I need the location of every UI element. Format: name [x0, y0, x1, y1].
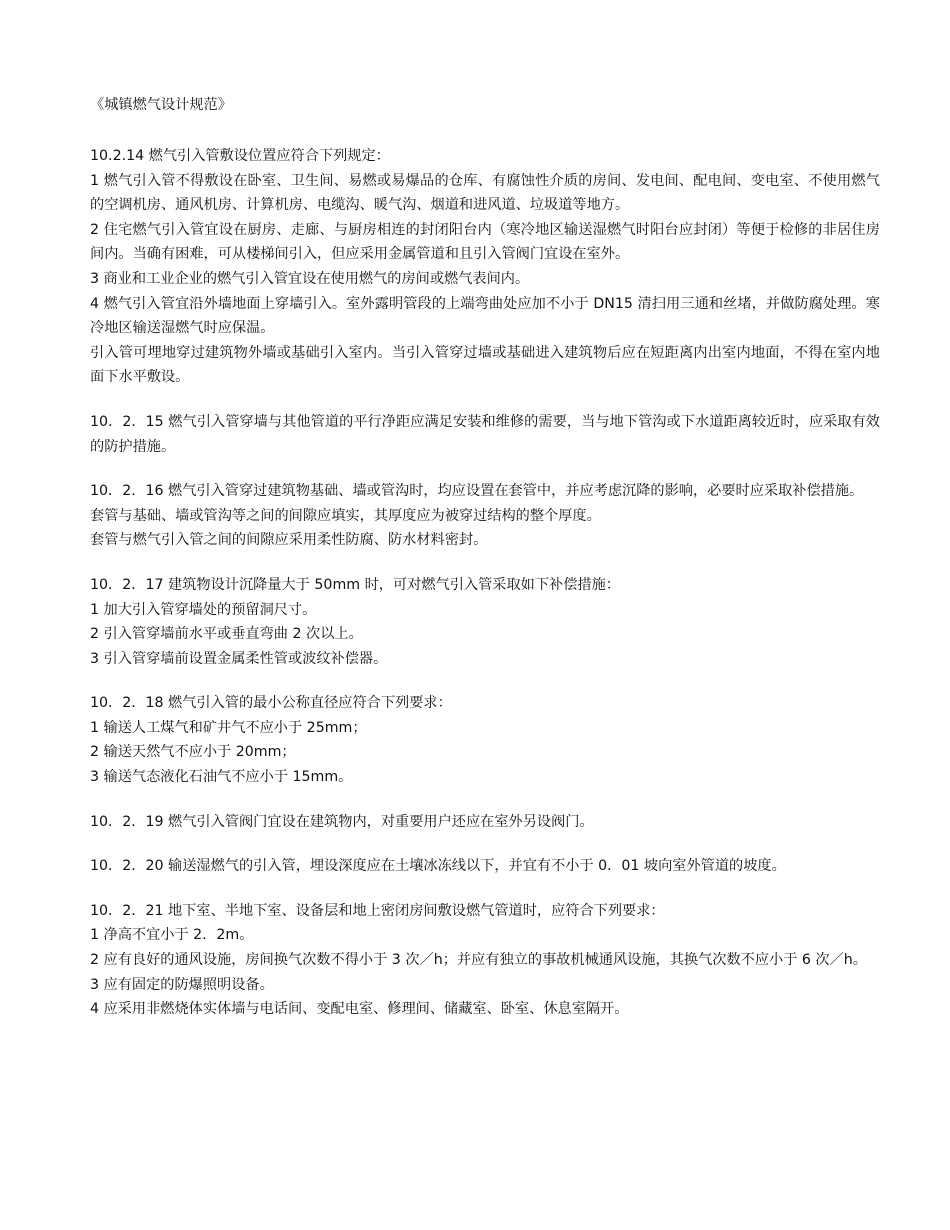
clause-item: 套管与基础、墙或管沟等之间的间隙应填实，其厚度应为被穿过结构的整个厚度。 — [90, 507, 601, 524]
clause-heading: 10．2．16 燃气引入管穿过建筑物基础、墙或管沟时，均应设置在套管中，并应考虑沉降的影响，必要时应采取补偿措施。 — [90, 483, 864, 500]
clause-item: 3 应有固定的防爆照明设备。 — [90, 976, 274, 993]
clause-item: 2 输送天然气不应小于 20mm； — [90, 744, 296, 761]
clause-section — [90, 573, 880, 671]
clause-section — [90, 810, 880, 835]
clause-item: 2 引入管穿墙前水平或垂直弯曲 2 次以上。 — [90, 626, 363, 643]
clause-item: 4 燃气引入管宜沿外墙地面上穿墙引入。室外露明管段的上端弯曲处应加不小于 DN15 清扫用三通和丝堵，并做防腐处理。寒冷地区输送湿燃气时应保温。 — [90, 295, 880, 337]
clause-section — [90, 899, 880, 1022]
clause-item: 2 应有良好的通风设施，房间换气次数不得小于 3 次／h；并应有独立的事故机械通风设施，其换气次数不应小于 6 次／h。 — [90, 952, 867, 969]
clause-item: 引入管可埋地穿过建筑物外墙或基础引入室内。当引入管穿过墙或基础进入建筑物后应在短距离内出室内地面，不得在室内地面下水平敷设。 — [90, 344, 880, 386]
clause-item: 4 应采用非燃烧体实体墙与电话间、变配电室、修理间、储藏室、卧室、休息室隔开。 — [90, 1001, 629, 1018]
clause-item: 3 引入管穿墙前设置金属柔性管或波纹补偿器。 — [90, 650, 388, 667]
clause-item: 1 输送人工煤气和矿井气不应小于 25mm； — [90, 719, 367, 736]
clause-section — [90, 410, 880, 459]
clause-item: 3 输送气态液化石油气不应小于 15mm。 — [90, 769, 353, 786]
clause-heading: 10．2．19 燃气引入管阀门宜设在建筑物内，对重要用户还应在室外另设阀门。 — [90, 813, 594, 830]
clause-item: 3 商业和工业企业的燃气引入管宜设在使用燃气的房间或燃气表间内。 — [90, 270, 530, 287]
document-body — [90, 144, 880, 1042]
clause-heading: 10.2.14 燃气引入管敷设位置应符合下列规定： — [90, 148, 390, 164]
clause-item: 1 燃气引入管不得敷设在卧室、卫生间、易燃或易爆品的仓库、有腐蚀性介质的房间、发电间、配电间、变电室、不使用燃气的空调机房、通风机房、计算机房、电缆沟、暖气沟、烟道和进风道、垃圾道等地方。 — [90, 172, 880, 214]
document-title: 《城镇燃气设计规范》 — [90, 97, 232, 113]
clause-section — [90, 691, 880, 789]
clause-item: 套管与燃气引入管之间的间隙应采用柔性防腐、防水材料密封。 — [90, 532, 488, 549]
clause-heading: 10．2．21 地下室、半地下室、设备层和地上密闭房间敷设燃气管道时，应符合下列要求： — [90, 902, 665, 919]
clause-heading: 10．2．18 燃气引入管的最小公称直径应符合下列要求： — [90, 695, 452, 712]
clause-heading: 10．2．20 输送湿燃气的引入管，埋设深度应在土壤冰冻线以下，并宜有不小于 0．01 坡向室外管道的坡度。 — [90, 858, 786, 875]
clause-section — [90, 479, 880, 553]
clause-section — [90, 854, 880, 879]
clause-item: 2 住宅燃气引入管宜设在厨房、走廊、与厨房相连的封闭阳台内（寒冷地区输送湿燃气时阳台应封闭）等便于检修的非居住房间内。当确有困难，可从楼梯间引入，但应采用金属管道和且引入管阀门宜设在室外。 — [90, 221, 880, 263]
clause-heading: 10．2．17 建筑物设计沉降量大于 50mm 时，可对燃气引入管采取如下补偿措施： — [90, 576, 620, 593]
clause-item: 1 加大引入管穿墙处的预留洞尺寸。 — [90, 601, 317, 618]
clause-section — [90, 144, 880, 390]
clause-item: 1 净高不宜小于 2．2m。 — [90, 927, 254, 944]
clause-heading: 10．2．15 燃气引入管穿墙与其他管道的平行净距应满足安装和维修的需要，当与地下管沟或下水道距离较近时，应采取有效的防护措施。 — [90, 413, 880, 455]
